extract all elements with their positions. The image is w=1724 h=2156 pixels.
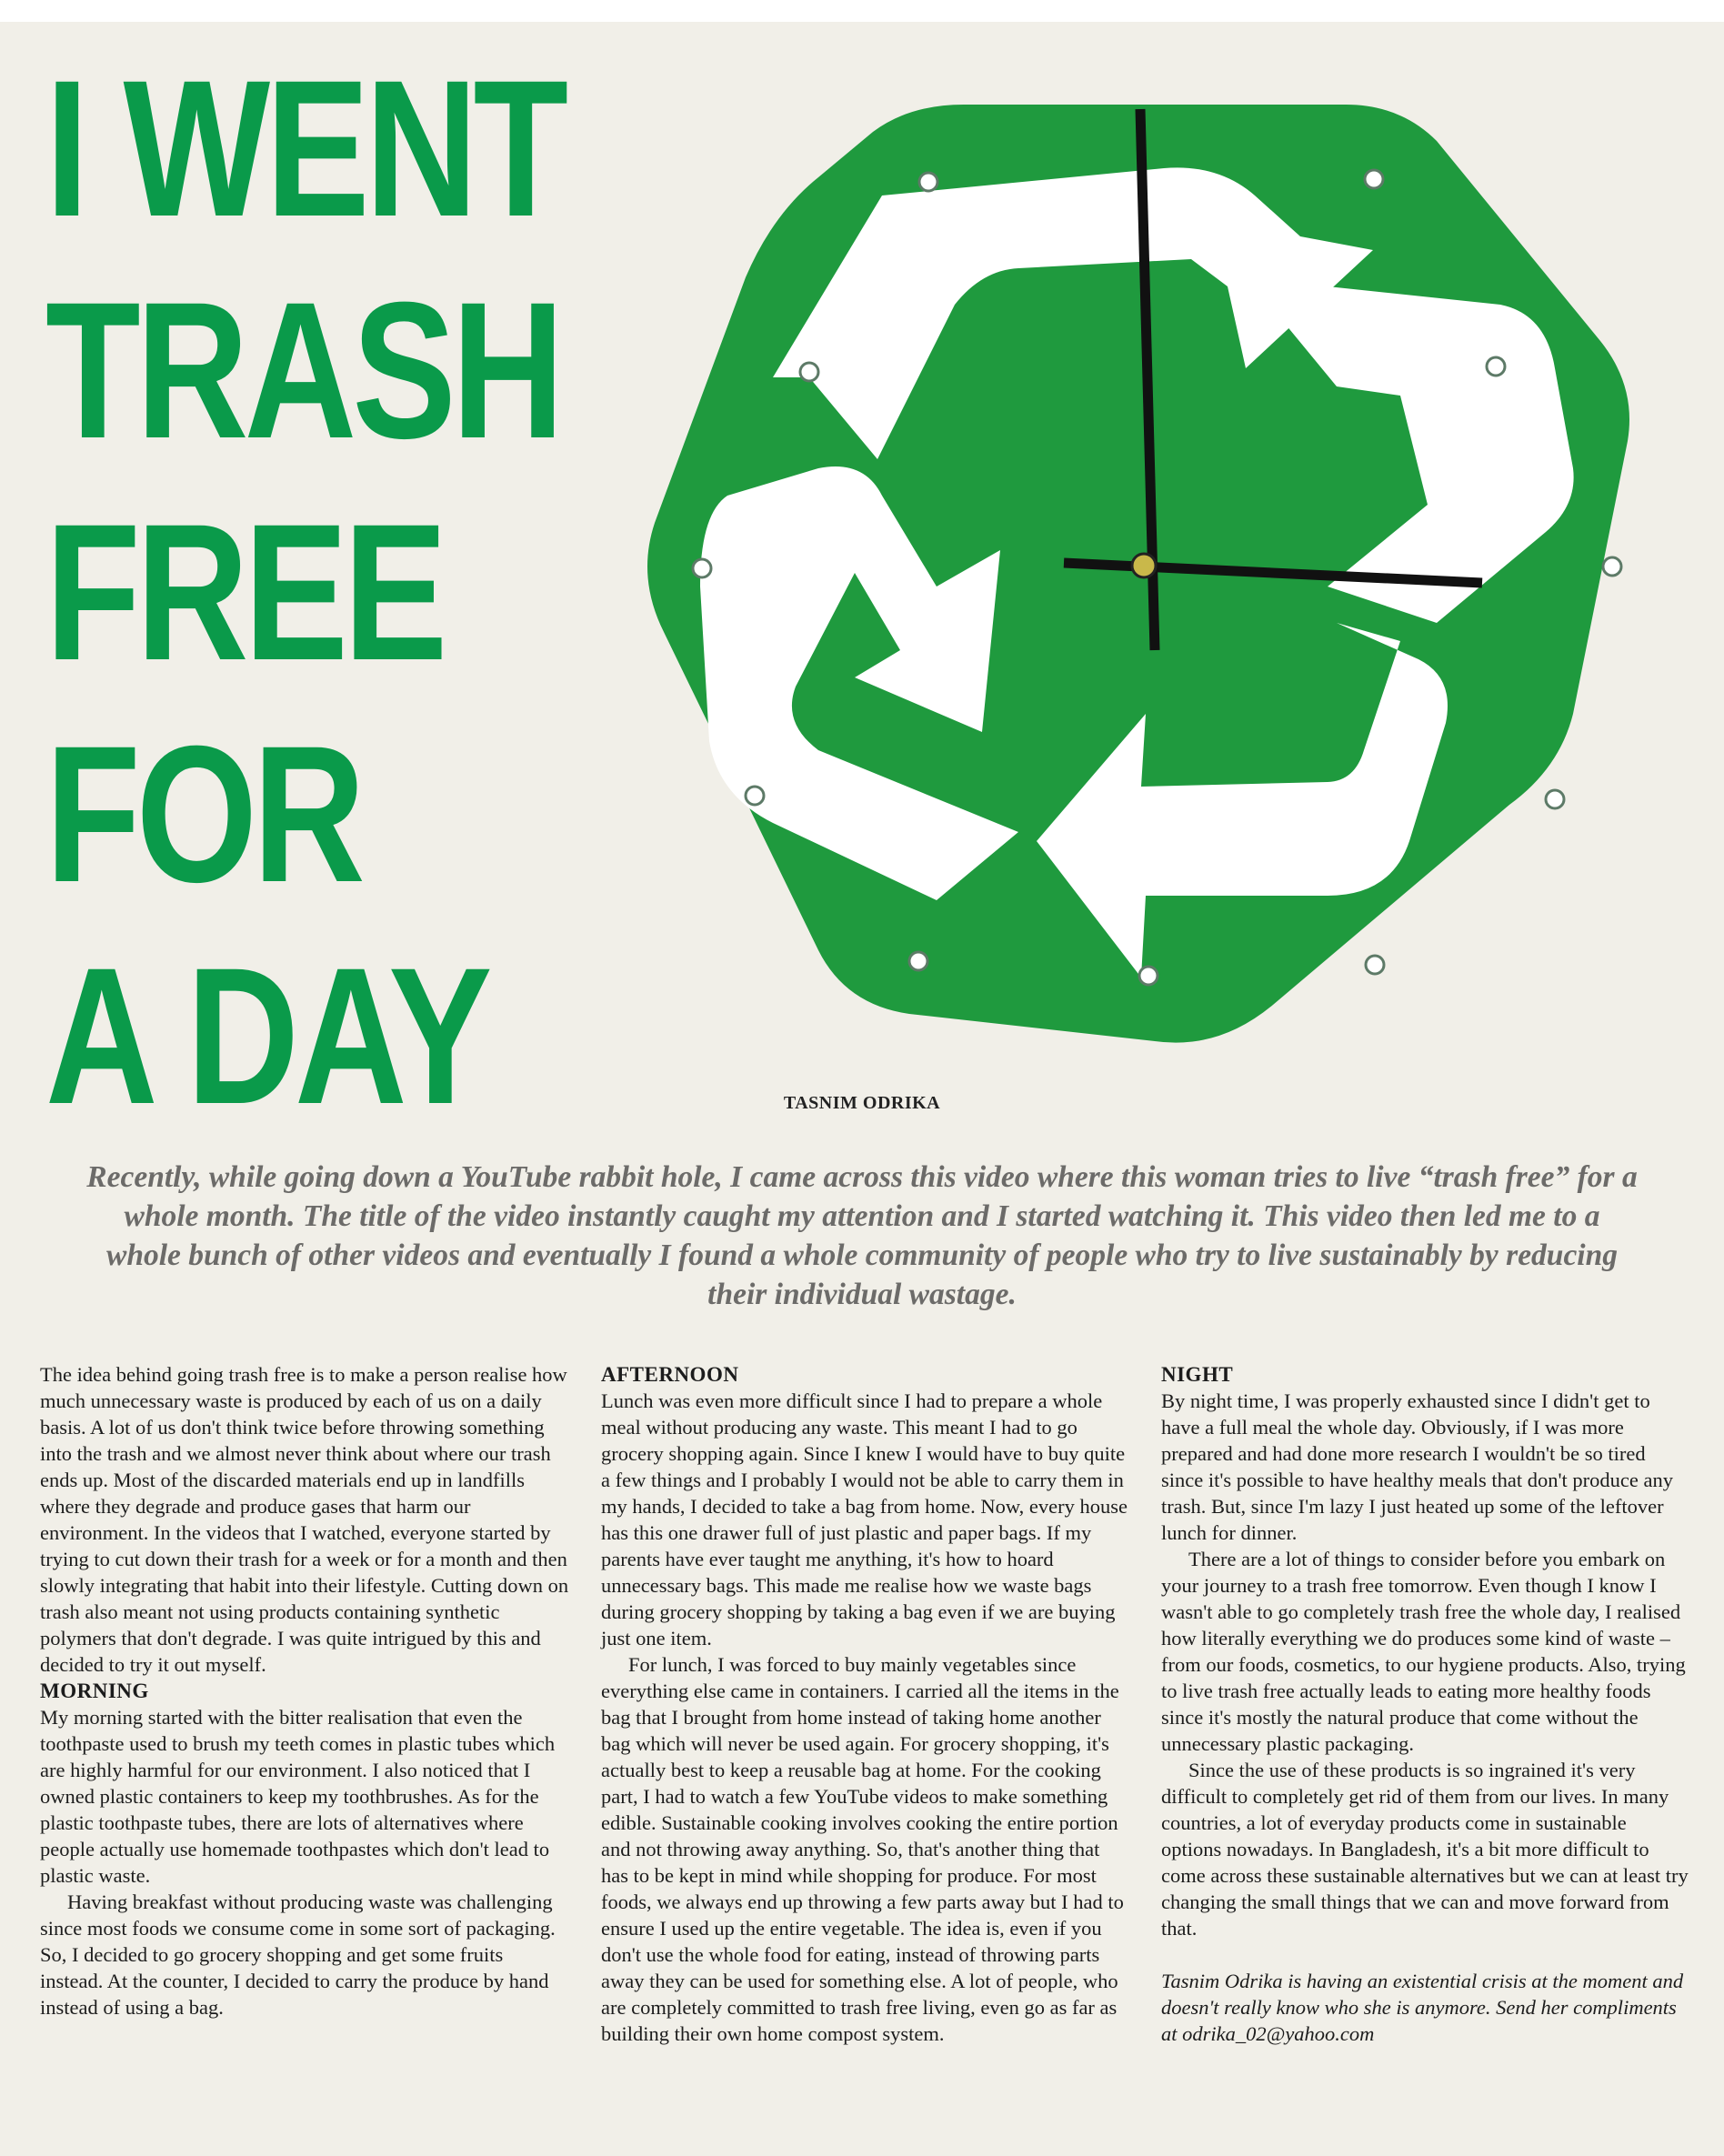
headline-line: TRASH (45, 262, 560, 479)
paragraph: Having breakfast without producing waste was challenging since most foods we consume come in some sort of packaging. So, I decided to go grocery shopping and get some fruits instead. At the counter, I decided to carry the produce by hand instead of using a bag. (40, 1890, 556, 2019)
byline: TASNIM ODRIKA (783, 1093, 941, 1113)
recycling-symbol-icon (636, 77, 1709, 1068)
headline-line: I WENT (45, 40, 565, 257)
recycling-clock-image (636, 77, 1709, 1068)
section-heading: MORNING (40, 1680, 149, 1702)
paragraph: Since the use of these products is so ingrained it's very difficult to completely get rid of them from our lives. In many countries, a lot of everyday products come in sustainable options nowadays. In Bangladesh, it's a bit more difficult to come across these sustainable alternatives but we can at least try changing the small things that we can and move forward from that. (1161, 1759, 1689, 1940)
section-heading: NIGHT (1161, 1363, 1234, 1386)
paragraph: My morning started with the bitter realisation that even the toothpaste used to brush my teeth comes in plastic tubes which are highly harmful for our environment. I also noticed that I owned plastic containers to keep my toothbrushes. As for the plastic toothpaste tubes, there are lots of alternatives where people actually use homemade toothpastes which don't lead to plastic waste. (40, 1706, 556, 1887)
article-column-3 (1161, 1361, 1690, 2047)
paragraph: Lunch was even more difficult since I had to prepare a whole meal without producing any waste. This meant I had to go grocery shopping again. Since I knew I would have to buy quite a few things and I probably I would not be able to carry them in my hands, I decided to take a bag from home. Now, every house has this one drawer full of just plastic and paper bags. If my parents have ever taught me anything, it's how to hoard unnecessary bags. This made me realise how we waste bags during grocery shopping by taking a bag even if we are buying just one item. (601, 1389, 1128, 1650)
headline-line: A DAY (45, 928, 488, 1145)
top-margin (0, 0, 1724, 22)
author-bio: Tasnim Odrika is having an existential crisis at the moment and doesn't really know who she is anymore. Send her compliments at odrika_02@yahoo.com (1161, 1970, 1684, 2045)
paragraph: There are a lot of things to consider before you embark on your journey to a trash free tomorrow. Even though I know I wasn't able to go completely trash free the whole day, I realised how literally everything we do produces some kind of waste – from our foods, cosmetics, to our hygiene products. Also, trying to live trash free actually leads to eating more healthy foods since it's mostly the natural produce that come without the unnecessary plastic packaging. (1161, 1548, 1686, 1755)
article-column-1 (40, 1361, 569, 2021)
standfirst: Recently, while going down a YouTube rabbit hole, I came across this video where this woman tries to live “trash free” for a whole month. The title of the video instantly caught my attention and I started watching it. This video then led me to a whole bunch of other videos and eventually I found a whole community of people who try to live sustainably by reducing their individual wastage. (86, 1160, 1638, 1311)
headline-line: FREE (45, 484, 444, 701)
paragraph: The idea behind going trash free is to make a person realise how much unnecessary waste is produced by each of us on a daily basis. A lot of us don't think twice before throwing something into the trash and we almost never think about where our trash ends up. Most of the discarded materials end up in landfills where they degrade and produce gases that harm our environment. In the videos that I watched, everyone started by trying to cut down their trash for a week or for a month and then slowly integrating that habit into their lifestyle. Cutting down on trash also meant not using products containing synthetic polymers that don't degrade. I was quite intrigued by this and decided to try it out myself. (40, 1363, 569, 1676)
paragraph: For lunch, I was forced to buy mainly vegetables since everything else came in containers. I carried all the items in the bag that I brought from home instead of taking home another bag which will never be used again. For grocery shopping, it's actually best to keep a reusable bag at home. For the cooking part, I had to watch a few YouTube videos to make something edible. Sustainable cooking involves cooking the entire portion and not throwing away anything. So, that's another thing that has to be kept in mind while shopping for produce. For most foods, we always end up throwing a few parts away but I had to ensure I used up the entire vegetable. The idea is, even if you don't use the whole food for eating, instead of throwing parts away they can be used for something else. A lot of people, who are completely committed to trash free living, even go as far as building their own home compost system. (601, 1653, 1124, 2045)
article-column-2 (601, 1361, 1130, 2047)
section-heading: AFTERNOON (601, 1363, 739, 1386)
headline-line: FOR (45, 706, 361, 923)
paragraph: By night time, I was properly exhausted since I didn't get to have a full meal the whole day. Obviously, if I was more prepared and had done more research I wouldn't be so tired since it's possible to have healthy meals that don't produce any trash. But, since I'm lazy I just heated up some of the leftover lunch for dinner. (1161, 1389, 1673, 1544)
headline (45, 38, 565, 1148)
